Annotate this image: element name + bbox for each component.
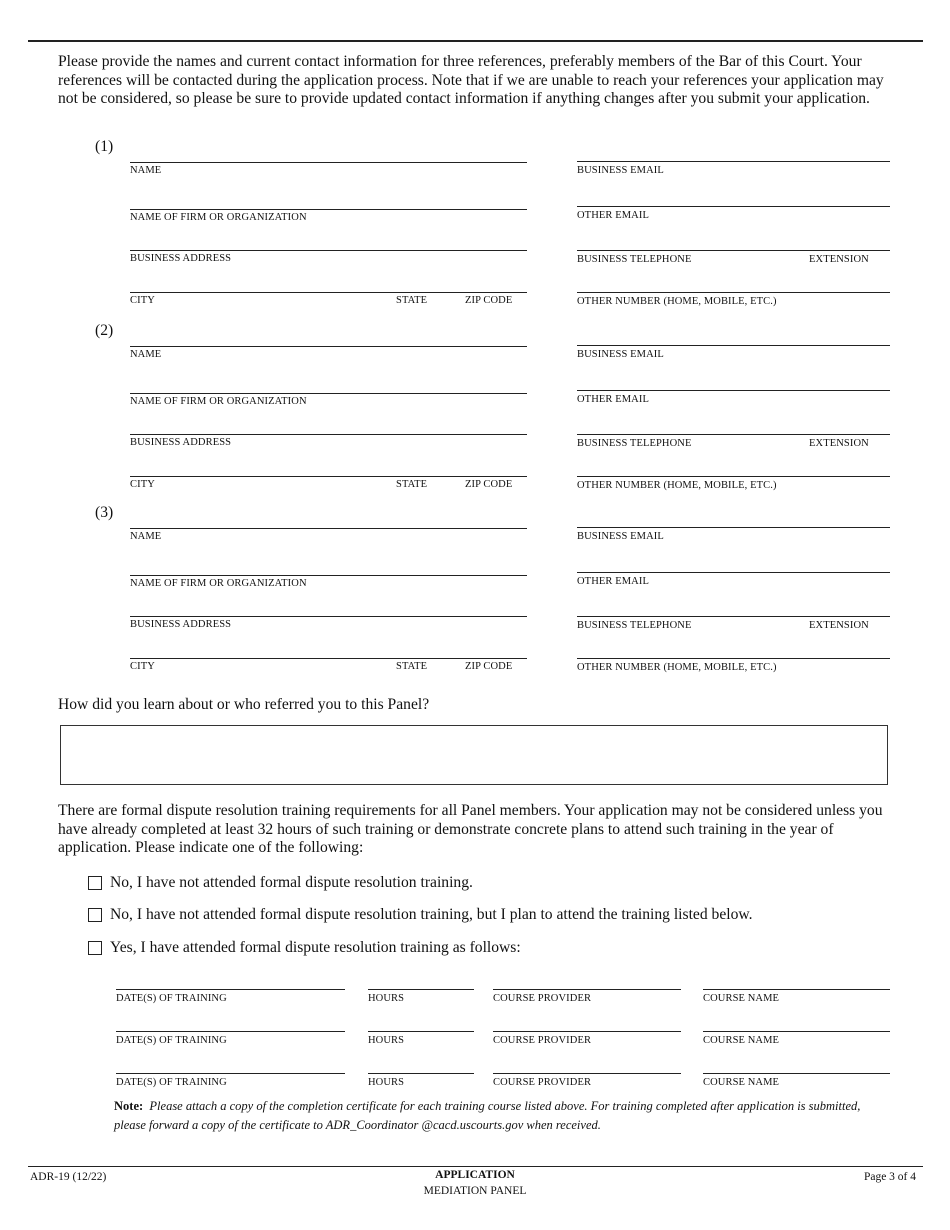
note-label: Note:	[114, 1099, 144, 1113]
training-dates-input[interactable]	[116, 1014, 348, 1032]
field-rule	[130, 346, 527, 347]
referral-answer-box[interactable]	[60, 725, 888, 785]
form-id: ADR-19 (12/22)	[30, 1171, 107, 1183]
field-rule	[130, 575, 527, 576]
field-rule	[577, 434, 890, 435]
footer-title: APPLICATION	[435, 1169, 515, 1181]
reference-other-number-input[interactable]	[577, 275, 893, 293]
top-rule	[28, 40, 923, 42]
field-rule	[577, 161, 890, 162]
reference-other-number-input[interactable]	[577, 459, 893, 477]
training-dates-label: DATE(S) OF TRAINING	[116, 993, 227, 1004]
reference-firm-input[interactable]	[130, 192, 530, 210]
training-hours-label: HOURS	[368, 1077, 405, 1088]
training-course-input[interactable]	[703, 1056, 893, 1074]
field-rule	[703, 1031, 890, 1032]
field-rule	[368, 1031, 474, 1032]
reference-business-email-input[interactable]	[577, 510, 893, 528]
training-provider-input[interactable]	[493, 1014, 684, 1032]
reference-other-number-label: OTHER NUMBER (HOME, MOBILE, ETC.)	[577, 480, 777, 491]
reference-zip-label: ZIP CODE	[465, 661, 513, 672]
references-intro: Please provide the names and current contact information for three references, preferably members of the Bar of this Court. Your references will be contacted during the application process. Note that if we are unable to reach your references your application may not be considered, so please be sure to provide updated contact information if anything changes after you submit your application.	[58, 53, 884, 107]
field-rule	[130, 658, 527, 659]
footer-rule	[28, 1166, 923, 1167]
training-option-none[interactable]	[88, 874, 473, 892]
referral-question: How did you learn about or who referred you to this Panel?	[58, 696, 430, 713]
training-hours-input[interactable]	[368, 972, 477, 990]
reference-address-label: BUSINESS ADDRESS	[130, 437, 232, 448]
reference-business-phone-input[interactable]	[577, 599, 893, 617]
training-dates-input[interactable]	[116, 1056, 348, 1074]
reference-other-email-label: OTHER EMAIL	[577, 394, 649, 405]
reference-business-phone-label: BUSINESS TELEPHONE	[577, 254, 692, 265]
field-rule	[493, 989, 681, 990]
footer-subtitle: MEDIATION PANEL	[423, 1185, 527, 1197]
field-rule	[130, 250, 527, 251]
reference-other-email-input[interactable]	[577, 555, 893, 573]
reference-firm-input[interactable]	[130, 558, 530, 576]
field-rule	[577, 658, 890, 659]
training-dates-label: DATE(S) OF TRAINING	[116, 1035, 227, 1046]
field-rule	[130, 292, 527, 293]
field-rule	[130, 476, 527, 477]
field-rule	[130, 616, 527, 617]
reference-name-input[interactable]	[130, 145, 530, 163]
training-provider-label: COURSE PROVIDER	[493, 1035, 592, 1046]
training-provider-label: COURSE PROVIDER	[493, 1077, 592, 1088]
training-dates-input[interactable]	[116, 972, 348, 990]
training-hours-input[interactable]	[368, 1056, 477, 1074]
reference-address-input[interactable]	[130, 233, 530, 251]
reference-address-input[interactable]	[130, 599, 530, 617]
checkbox[interactable]	[88, 876, 102, 890]
page-number: Page 3 of 4	[863, 1171, 916, 1183]
training-hours-input[interactable]	[368, 1014, 477, 1032]
training-provider-label: COURSE PROVIDER	[493, 993, 592, 1004]
reference-city-input[interactable]	[130, 459, 530, 477]
reference-zip-label: ZIP CODE	[465, 295, 513, 306]
reference-extension-label: EXTENSION	[809, 254, 869, 265]
reference-number: (1)	[95, 138, 114, 155]
field-rule	[130, 209, 527, 210]
reference-other-email-input[interactable]	[577, 189, 893, 207]
field-rule	[577, 250, 890, 251]
reference-business-email-input[interactable]	[577, 144, 893, 162]
training-option-attended-label: Yes, I have attended formal dispute resolution training as follows:	[110, 939, 521, 956]
reference-business-phone-input[interactable]	[577, 417, 893, 435]
reference-number: (3)	[95, 504, 114, 521]
reference-city-label: CITY	[130, 295, 155, 306]
checkbox[interactable]	[88, 941, 102, 955]
reference-other-number-input[interactable]	[577, 641, 893, 659]
field-rule	[130, 434, 527, 435]
reference-other-email-label: OTHER EMAIL	[577, 210, 649, 221]
training-intro: There are formal dispute resolution training requirements for all Panel members. Your application may not be considered unless you have already completed at least 32 hours of such training or demonstrate concrete plans to attend such training in the year of application. Please indicate one of the following:	[58, 802, 883, 856]
reference-city-input[interactable]	[130, 275, 530, 293]
reference-state-label: STATE	[396, 479, 428, 490]
field-rule	[493, 1031, 681, 1032]
reference-city-input[interactable]	[130, 641, 530, 659]
field-rule	[577, 292, 890, 293]
reference-business-phone-label: BUSINESS TELEPHONE	[577, 438, 692, 449]
reference-address-label: BUSINESS ADDRESS	[130, 619, 232, 630]
field-rule	[577, 345, 890, 346]
reference-name-label: NAME	[130, 165, 162, 176]
training-dates-label: DATE(S) OF TRAINING	[116, 1077, 227, 1088]
reference-firm-label: NAME OF FIRM OR ORGANIZATION	[130, 212, 307, 223]
field-rule	[368, 1073, 474, 1074]
training-provider-input[interactable]	[493, 972, 684, 990]
training-hours-label: HOURS	[368, 993, 405, 1004]
reference-business-phone-input[interactable]	[577, 233, 893, 251]
reference-address-input[interactable]	[130, 417, 530, 435]
training-option-none-label: No, I have not attended formal dispute resolution training.	[110, 874, 473, 891]
training-course-input[interactable]	[703, 972, 893, 990]
reference-firm-input[interactable]	[130, 376, 530, 394]
reference-city-label: CITY	[130, 479, 155, 490]
reference-zip-label: ZIP CODE	[465, 479, 513, 490]
reference-extension-label: EXTENSION	[809, 620, 869, 631]
field-rule	[368, 989, 474, 990]
field-rule	[130, 393, 527, 394]
reference-business-phone-label: BUSINESS TELEPHONE	[577, 620, 692, 631]
field-rule	[577, 616, 890, 617]
training-hours-label: HOURS	[368, 1035, 405, 1046]
training-provider-input[interactable]	[493, 1056, 684, 1074]
field-rule	[577, 476, 890, 477]
reference-other-number-label: OTHER NUMBER (HOME, MOBILE, ETC.)	[577, 662, 777, 673]
field-rule	[116, 1031, 345, 1032]
reference-other-number-label: OTHER NUMBER (HOME, MOBILE, ETC.)	[577, 296, 777, 307]
reference-state-label: STATE	[396, 661, 428, 672]
field-rule	[130, 162, 527, 163]
reference-business-email-label: BUSINESS EMAIL	[577, 165, 664, 176]
field-rule	[577, 390, 890, 391]
reference-other-email-input[interactable]	[577, 373, 893, 391]
field-rule	[130, 528, 527, 529]
training-note	[114, 1097, 874, 1135]
field-rule	[577, 527, 890, 528]
reference-city-label: CITY	[130, 661, 155, 672]
reference-state-label: STATE	[396, 295, 428, 306]
field-rule	[703, 989, 890, 990]
training-course-label: COURSE NAME	[703, 1077, 780, 1088]
reference-business-email-input[interactable]	[577, 328, 893, 346]
training-course-label: COURSE NAME	[703, 1035, 780, 1046]
field-rule	[703, 1073, 890, 1074]
reference-name-label: NAME	[130, 531, 162, 542]
reference-name-input[interactable]	[130, 329, 530, 347]
reference-business-email-label: BUSINESS EMAIL	[577, 531, 664, 542]
reference-firm-label: NAME OF FIRM OR ORGANIZATION	[130, 578, 307, 589]
training-option-planned[interactable]	[88, 906, 753, 924]
field-rule	[577, 572, 890, 573]
reference-extension-label: EXTENSION	[809, 438, 869, 449]
field-rule	[493, 1073, 681, 1074]
training-option-attended[interactable]	[88, 939, 521, 957]
training-course-label: COURSE NAME	[703, 993, 780, 1004]
reference-other-email-label: OTHER EMAIL	[577, 576, 649, 587]
field-rule	[116, 1073, 345, 1074]
training-course-input[interactable]	[703, 1014, 893, 1032]
field-rule	[577, 206, 890, 207]
reference-name-label: NAME	[130, 349, 162, 360]
reference-name-input[interactable]	[130, 511, 530, 529]
checkbox[interactable]	[88, 908, 102, 922]
reference-address-label: BUSINESS ADDRESS	[130, 253, 232, 264]
note-text: Please attach a copy of the completion certificate for each training course listed above. For training completed after application is submitted, please forward a copy of the certificate to ADR_Coordinator @cacd.uscourts.gov when received.	[114, 1099, 861, 1132]
reference-business-email-label: BUSINESS EMAIL	[577, 349, 664, 360]
reference-firm-label: NAME OF FIRM OR ORGANIZATION	[130, 396, 307, 407]
training-option-planned-label: No, I have not attended formal dispute resolution training, but I plan to attend the training listed below.	[110, 906, 753, 923]
reference-number: (2)	[95, 322, 114, 339]
field-rule	[116, 989, 345, 990]
